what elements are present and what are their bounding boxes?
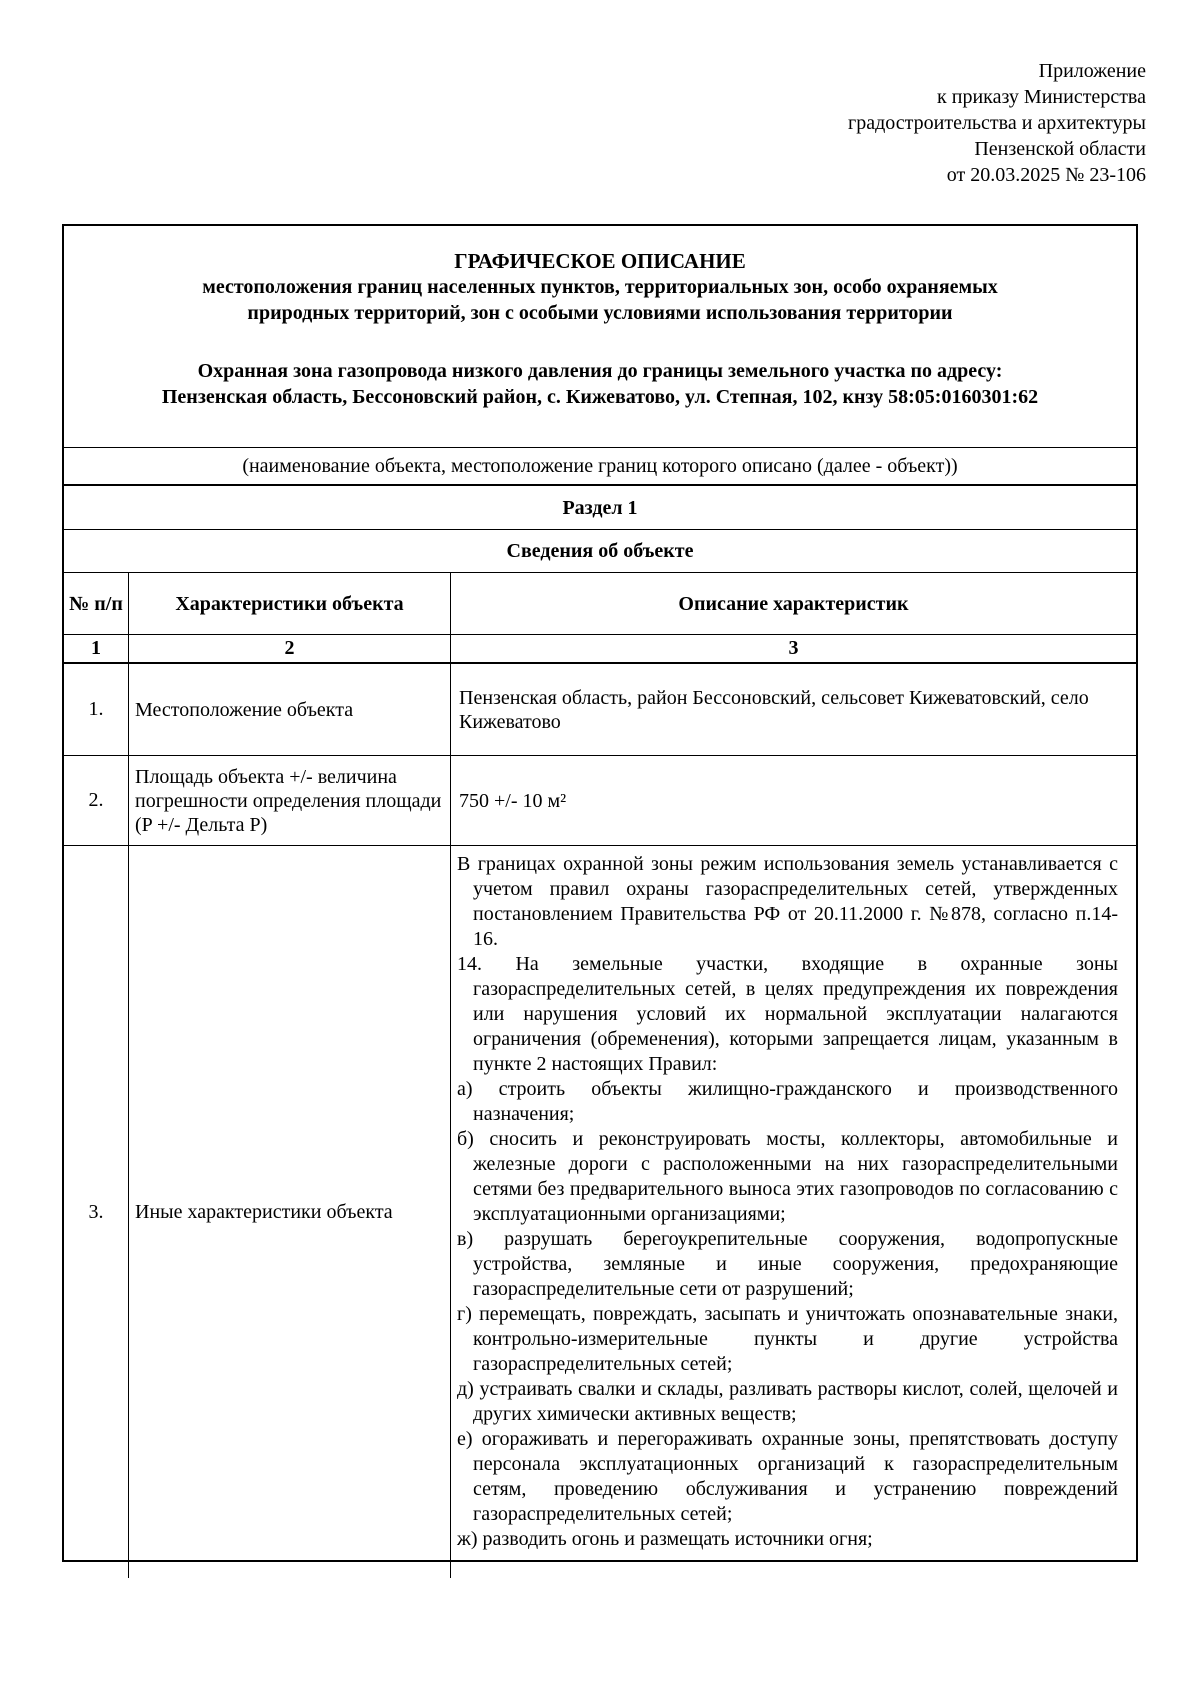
table-header-row <box>64 573 1136 635</box>
restriction-item: г) перемещать, повреждать, засыпать и уничтожать опознавательные знаки, контрольно-измерительные пункты и другие устройства газораспределительных сетей; <box>457 1303 1118 1375</box>
row-number: 3. <box>64 846 129 1578</box>
restriction-item: б) сносить и реконструировать мосты, коллекторы, автомобильные и железные дороги с расположенными на них газораспределительными сетями без предварительного выноса этих газопроводов по согласованию с эксплуатационными организациями; <box>457 1128 1118 1225</box>
appendix-line-2: к приказу Министерства <box>937 86 1146 108</box>
restriction-item: е) огораживать и перегораживать охранные зоны, препятствовать доступу персонала эксплуатационных организаций к газораспределительным сетям, проведению обслуживания и устранению повреждений газораспределительных сетей; <box>457 1428 1118 1525</box>
document-frame <box>62 224 1138 1562</box>
appendix-line-1: Приложение <box>1038 60 1146 82</box>
row-label: Площадь объекта +/- величина погрешности определения площади (P +/- Дельта P) <box>129 756 451 845</box>
restriction-item: ж) разводить огонь и размещать источники огня; <box>457 1528 873 1550</box>
section-heading: Раздел 1 <box>64 486 1136 530</box>
restriction-item: а) строить объекты жилищно-гражданского и производственного назначения; <box>457 1078 1118 1125</box>
restriction-item: в) разрушать берегоукрепительные сооружения, водопропускные устройства, земляные и иные сооружения, предохраняющие газораспределительные сети от разрушений; <box>457 1228 1118 1300</box>
header-number: № п/п <box>64 573 129 634</box>
table-row <box>64 664 1136 756</box>
table-row <box>64 846 1136 1578</box>
row-label: Местоположение объекта <box>129 664 451 755</box>
row-value: 750 +/- 10 м² <box>459 789 567 812</box>
table-column-numbers <box>64 635 1136 664</box>
object-name-line-2: Пензенская область, Бессоновский район, с. Кижеватово, ул. Степная, 102, кнзу 58:05:0160301:62 <box>161 386 1039 408</box>
row-number: 1. <box>64 664 129 755</box>
title-block <box>64 226 1136 448</box>
appendix-line-5: от 20.03.2025 № 23-106 <box>946 164 1146 186</box>
row-number: 2. <box>64 756 129 845</box>
document-subtitle-line-2: природных территорий, зон с особыми условиями использования территории <box>247 302 953 324</box>
column-number-1: 1 <box>64 635 129 662</box>
column-number-2: 2 <box>129 635 451 662</box>
restriction-item: д) устраивать свалки и склады, разливать растворы кислот, солей, щелочей и других химически активных веществ; <box>457 1378 1118 1425</box>
row-label: Иные характеристики объекта <box>129 846 451 1578</box>
section-title: Сведения об объекте <box>64 530 1136 573</box>
document-subtitle-line-1: местоположения границ населенных пунктов, территориальных зон, особо охраняемых <box>202 276 998 298</box>
restriction-paragraph: В границах охранной зоны режим использования земель устанавливается с учетом правил охраны газораспределительных сетей, утвержденных постановлением Правительства РФ от 20.11.2000 г. №878, согласно п.14-16. <box>457 853 1118 950</box>
appendix-line-4: Пензенской области <box>974 138 1146 160</box>
row-value <box>451 846 1136 1578</box>
restriction-paragraph: 14. На земельные участки, входящие в охранные зоны газораспределительных сетей, в целях предупреждения их повреждения или нарушения условий их нормальной эксплуатации налагаются ограничения (обременения), которыми запрещается лицам, указанным в пункте 2 настоящих Правил: <box>457 953 1118 1075</box>
object-caption: (наименование объекта, местоположение границ которого описано (далее - объект)) <box>64 448 1136 486</box>
header-characteristics: Характеристики объекта <box>129 573 451 634</box>
document-title: ГРАФИЧЕСКОЕ ОПИСАНИЕ <box>454 249 746 273</box>
column-number-3: 3 <box>788 637 799 659</box>
table-row <box>64 756 1136 846</box>
appendix-line-3: градостроительства и архитектуры <box>848 112 1146 134</box>
header-description: Описание характеристик <box>678 592 909 615</box>
object-name <box>64 358 1136 410</box>
row-value: Пензенская область, район Бессоновский, сельсовет Кижеватовский, село Кижеватово <box>459 686 1089 733</box>
object-name-line-1: Охранная зона газопровода низкого давления до границы земельного участка по адресу: <box>197 360 1003 382</box>
appendix-header <box>848 58 1146 188</box>
